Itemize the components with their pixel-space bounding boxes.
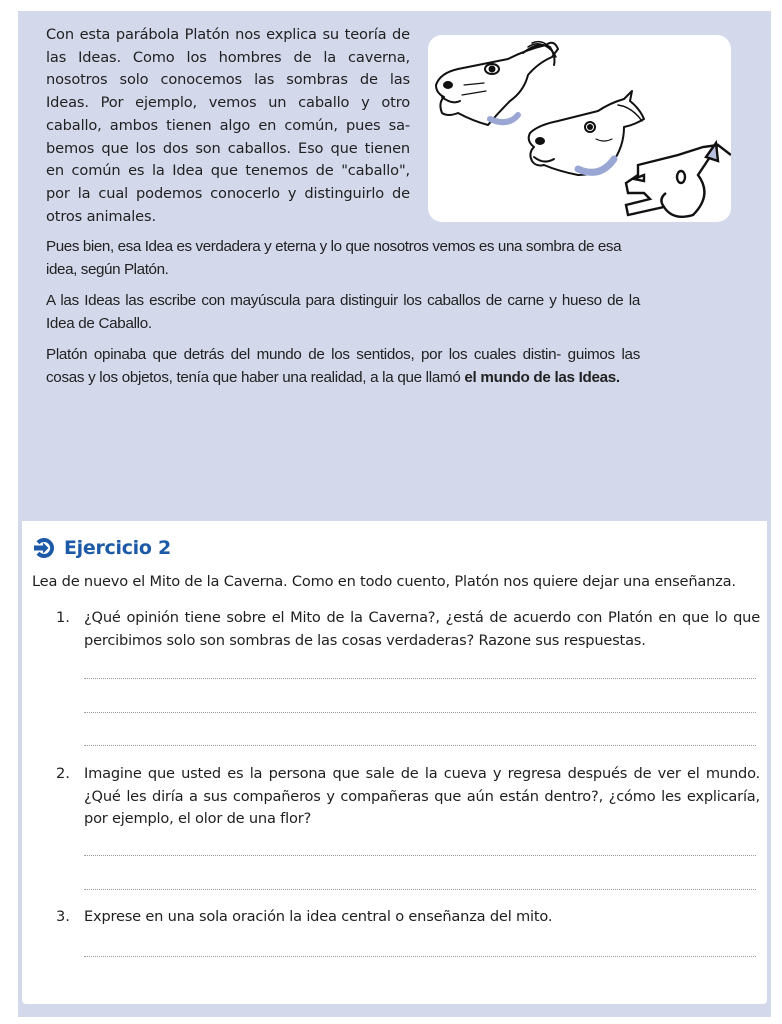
reading-paragraph-3: A las Ideas las escribe con mayúscula para distinguir los caballos de carne y hueso de la Idea de Caballo. <box>46 292 640 332</box>
reading-paragraph-4-bold: el mundo de las Ideas. <box>464 368 620 386</box>
reading-paragraph-4-text: Platón opinaba que detrás del mundo de los sentidos, por los cuales distin- guimos las cosas y los objetos, tenía que haber una realidad, a la que llamó <box>46 346 640 386</box>
exercise-intro: Lea de nuevo el Mito de la Caverna. Como en todo cuento, Platón nos quiere dejar una enseñanza. <box>32 573 736 590</box>
answer-line[interactable] <box>84 745 756 746</box>
question-text: Exprese en una sola oración la idea central o enseñanza del mito. <box>84 908 553 925</box>
answer-line[interactable] <box>84 678 756 679</box>
horse-head-3 <box>626 143 731 217</box>
question-text: ¿Qué opinión tiene sobre el Mito de la Caverna?, ¿está de acuerdo con Platón en que lo que percibimos solo son sombras de las cosas verdaderas? Razone sus respuestas. <box>84 609 760 649</box>
horse-head-1 <box>436 42 558 125</box>
reading-paragraph-2: Pues bien, esa Idea es verdadera y eterna y lo que nosotros vemos es una sombra de esa idea, según Platón. <box>46 238 622 278</box>
reading-paragraph-1: Con esta parábola Platón nos explica su teoría de las Ideas. Como los hombres de la caverna, nosotros solo conocemos las sombras de las Ideas. Por ejemplo, vemos un caballo y otro caballo, ambos tienen algo en común, pues sa- bemos que los dos son caballos. Eso que tienen en común es la Idea que tenemos de "caballo", por la cual podemos conocerlo y distinguirlo de otros animales. <box>46 26 410 225</box>
arrow-right-circle-icon <box>32 536 56 560</box>
question-1 <box>56 607 760 652</box>
question-number: 2. <box>56 765 70 782</box>
exercise-title: Ejercicio 2 <box>64 537 171 559</box>
answer-line[interactable] <box>84 889 756 890</box>
horse-heads-illustration <box>428 35 731 222</box>
exercise-heading <box>32 536 171 560</box>
answer-line[interactable] <box>84 712 756 713</box>
question-2 <box>56 763 760 831</box>
question-number: 3. <box>56 908 70 925</box>
answer-line[interactable] <box>84 855 756 856</box>
question-3 <box>56 906 760 929</box>
horse-head-2 <box>529 91 644 175</box>
reading-paragraph-4 <box>46 344 640 389</box>
answer-line[interactable] <box>84 956 756 957</box>
question-number: 1. <box>56 609 70 626</box>
question-text: Imagine que usted es la persona que sale de la cueva y regresa después de ver el mundo. ¿Qué les diría a sus compañeros y compañeras que aún están dentro?, ¿cómo les explicaría, por ejemplo, el olor de una flor? <box>84 765 760 828</box>
